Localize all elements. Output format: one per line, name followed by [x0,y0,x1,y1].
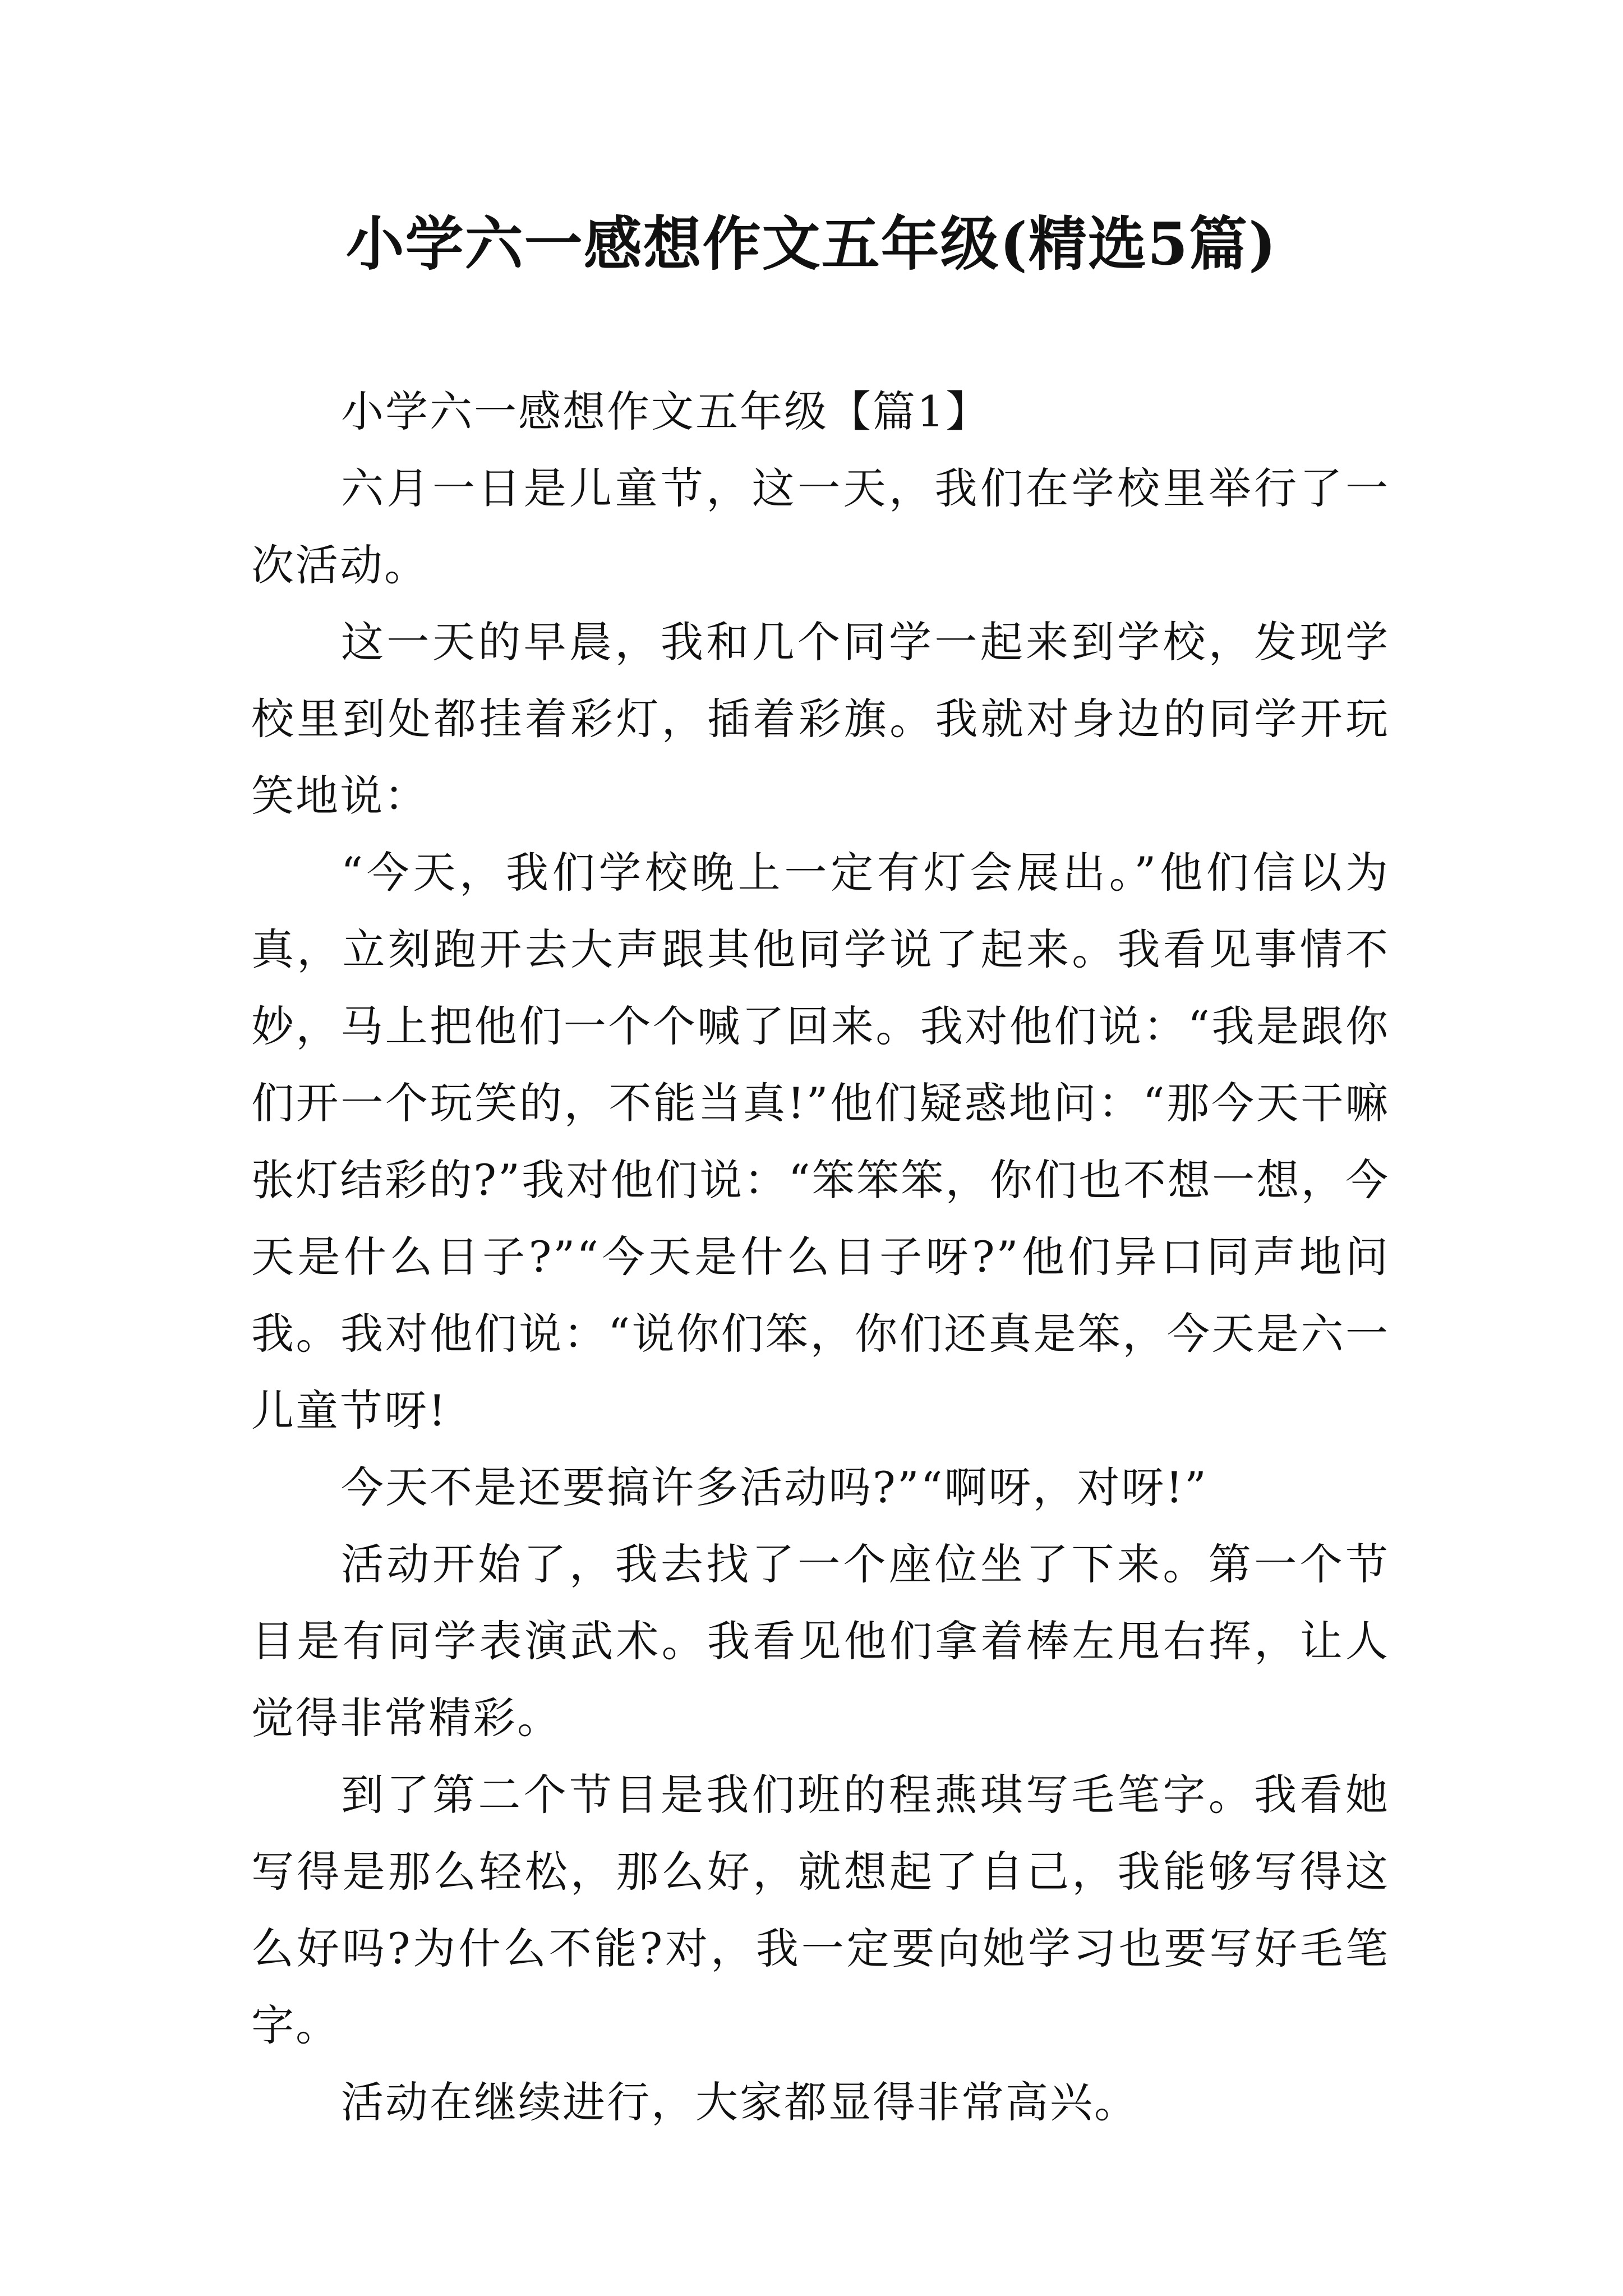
section-heading: 小学六一感想作文五年级【篇1】 [341,386,990,436]
paragraph: 活动开始了，我去找了一个座位坐了下来。第一个节目是有同学表演武术。我看见他们拿着棒左甩右挥，让人觉得非常精彩。 [251,1539,1390,1743]
document-title: 小学六一感想作文五年级(精选5篇) [345,209,1278,278]
document-body [251,373,1390,2141]
paragraph: 六月一日是儿童节，这一天，我们在学校里举行了一次活动。 [251,463,1390,590]
paragraph: 今天不是还要搞许多活动吗?”“啊呀，对呀!” [341,1462,1208,1512]
paragraph: “今天，我们学校晚上一定有灯会展出。”他们信以为真，立刻跑开去大声跟其他同学说了起来。我看见事情不妙，马上把他们一个个喊了回来。我对他们说：“我是跟你们开一个玩笑的，不能当真!”他们疑惑地问：“那今天干嘛张灯结彩的?”我对他们说：“笨笨笨，你们也不想一想，今天是什么日子?”“今天是什么日子呀?”他们异口同声地问我。我对他们说：“说你们笨，你们还真是笨，今天是六一儿童节呀! [251,848,1390,1435]
paragraph: 到了第二个节目是我们班的程燕琪写毛笔字。我看她写得是那么轻松，那么好，就想起了自己，我能够写得这么好吗?为什么不能?对，我一定要向她学习也要写好毛笔字。 [251,1770,1390,2050]
paragraph: 这一天的早晨，我和几个同学一起来到学校，发现学校里到处都挂着彩灯，插着彩旗。我就对身边的同学开玩笑地说： [251,617,1390,821]
paragraph: 活动在继续进行，大家都显得非常高兴。 [341,2077,1138,2127]
